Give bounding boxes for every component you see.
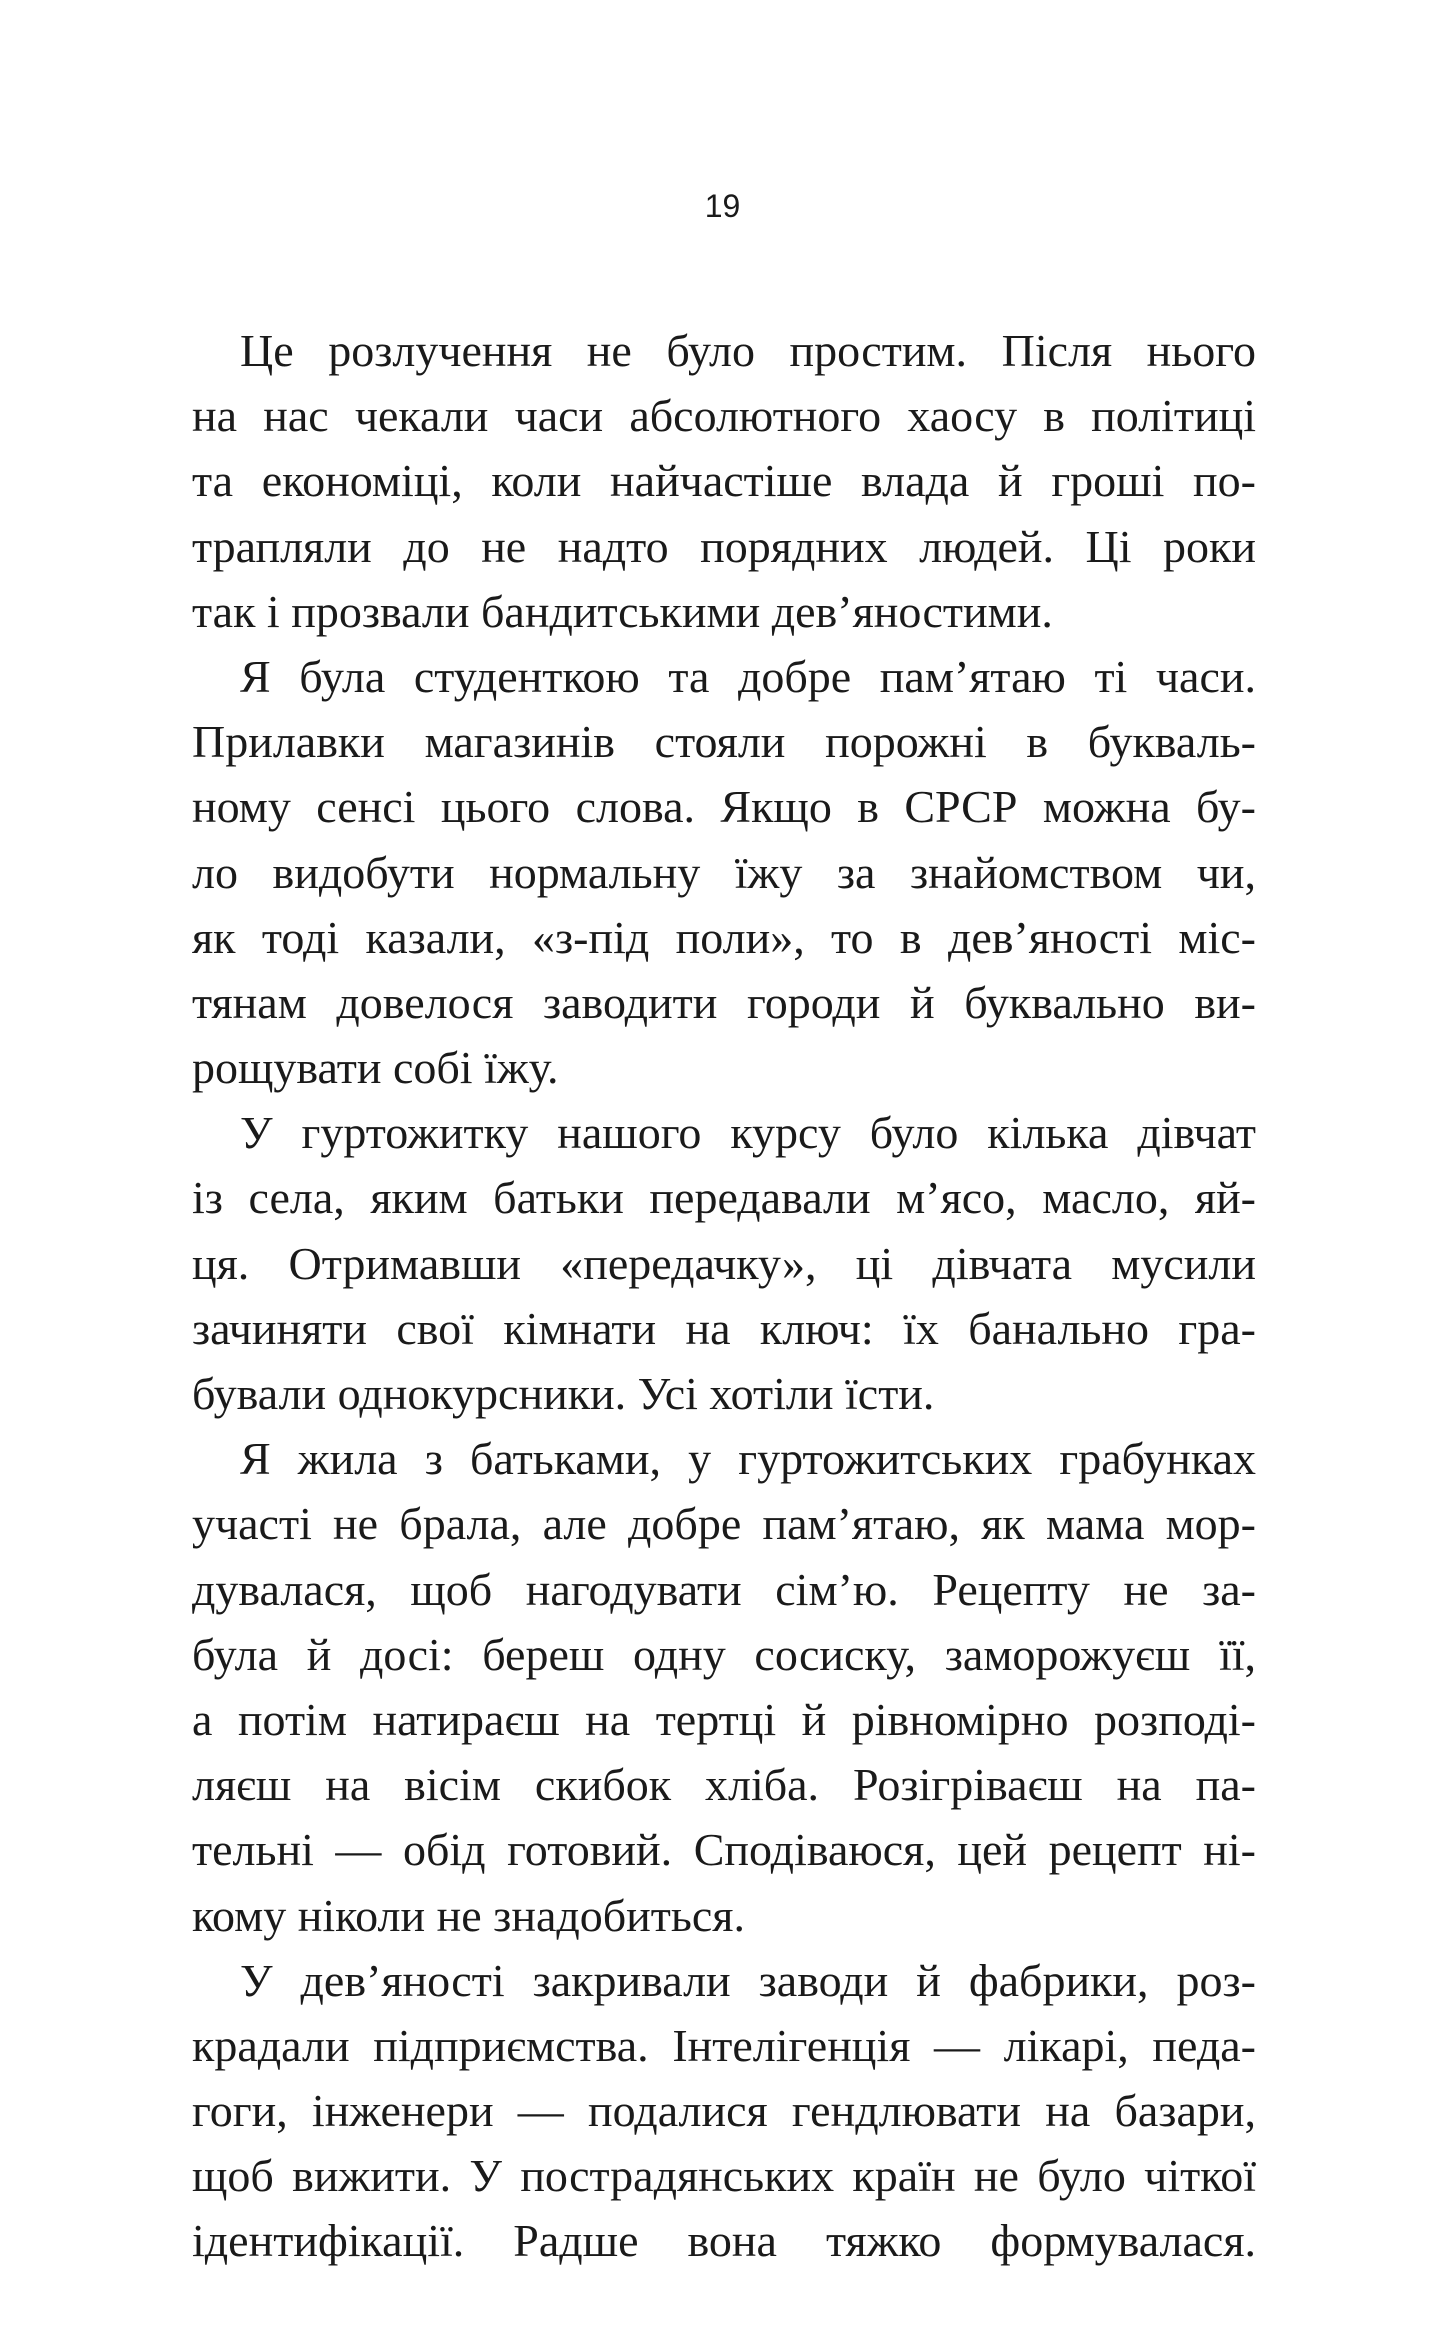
text-line: трапляли до не надто порядних людей. Ці роки: [192, 520, 1256, 572]
body-text: [192, 318, 1256, 2274]
text-line: Це розлучення не було простим. Після нього: [240, 325, 1256, 376]
paragraph-5: [192, 1948, 1256, 2274]
text-line: була й досі: береш одну сосиску, заморожуєш її,: [192, 1628, 1256, 1680]
page-number: 19: [704, 188, 741, 224]
paragraph-3: [192, 1100, 1256, 1426]
text-line: гоги, інженери — подалися гендлювати на базари,: [192, 2085, 1256, 2137]
text-line: на нас чекали часи абсолютного хаосу в політиці: [192, 390, 1256, 442]
text-line: ця. Отримавши «передачку», ці дівчата мусили: [192, 1237, 1256, 1289]
paragraph-4: [192, 1426, 1256, 1948]
text-line: У дев’яності закривали заводи й фабрики, роз-: [240, 1954, 1256, 2006]
text-line: ляєш на вісім скибок хліба. Розігріваєш на па-: [192, 1759, 1256, 1811]
text-line: ідентифікації. Радше вона тяжко формувалася.: [192, 2215, 1256, 2267]
text-line: Я була студенткою та добре пам’ятаю ті часи.: [240, 650, 1256, 702]
text-line: із села, яким батьки передавали м’ясо, масло, яй-: [192, 1172, 1256, 1224]
text-line: тельні — обід готовий. Сподіваюся, цей рецепт ні-: [192, 1824, 1256, 1876]
text-line: щоб вижити. У пострадянських країн не було чіткої: [192, 2150, 1256, 2202]
text-line: участі не брала, але добре пам’ятаю, як мама мор-: [192, 1498, 1256, 1550]
text-line: У гуртожитку нашого курсу було кілька дівчат: [240, 1107, 1256, 1159]
text-line: ному сенсі цього слова. Якщо в СРСР можна бу-: [192, 781, 1256, 833]
text-line: та економіці, коли найчастіше влада й гроші по-: [192, 455, 1256, 507]
text-line: тянам довелося заводити городи й буквально ви-: [192, 976, 1256, 1028]
text-line: як тоді казали, «з-під поли», то в дев’яності міс-: [192, 911, 1256, 963]
text-line: дувалася, щоб нагодувати сім’ю. Рецепту не за-: [192, 1563, 1256, 1615]
text-line: бували однокурсники. Усі хотіли їсти.: [192, 1368, 935, 1419]
paragraph-1: [192, 318, 1256, 644]
text-line: зачиняти свої кімнати на ключ: їх банально гра-: [192, 1302, 1256, 1354]
text-line: ло видобути нормальну їжу за знайомством чи,: [192, 846, 1256, 898]
text-line: рощувати собі їжу.: [192, 1042, 559, 1094]
text-line: так і прозвали бандитськими дев’яностими.: [192, 585, 1053, 637]
text-line: а потім натираєш на тертці й рівномірно розподі-: [192, 1693, 1256, 1745]
text-line: Прилавки магазинів стояли порожні в букваль-: [192, 716, 1256, 768]
text-line: кому ніколи не знадобиться.: [192, 1889, 745, 1941]
text-line: крадали підприємства. Інтелігенція — лікарі, педа-: [192, 2019, 1256, 2071]
paragraph-2: [192, 644, 1256, 1100]
text-line: Я жила з батьками, у гуртожитських грабунках: [240, 1433, 1256, 1485]
